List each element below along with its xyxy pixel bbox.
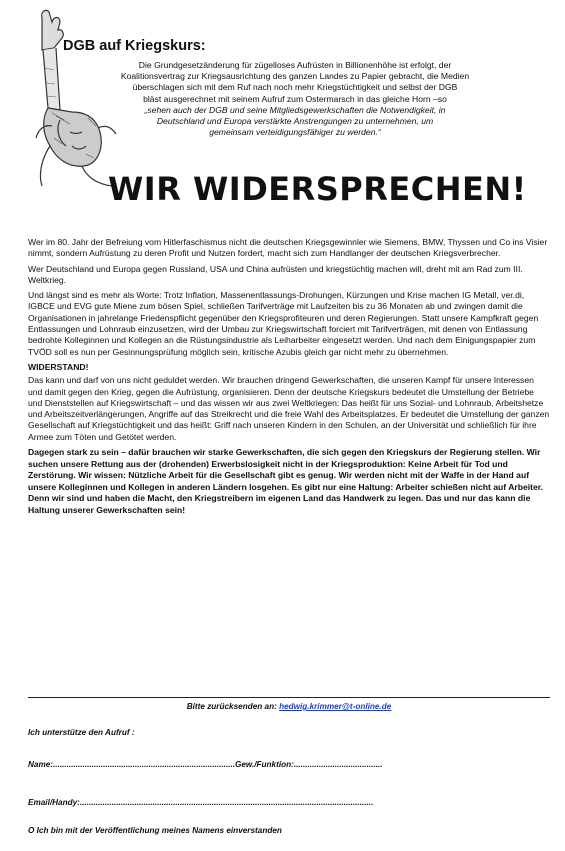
intro-paragraph xyxy=(60,60,530,138)
headline-banner: WIR WIDERSPRECHEN! xyxy=(108,170,527,208)
email-link[interactable]: hedwig.krimmer@t-online.de xyxy=(279,702,392,711)
quote-line: Deutschland und Europa verstärkte Anstrengungen zu unternehmen, um xyxy=(156,116,434,127)
paragraph: Und längst sind es mehr als Worte: Trotz Inflation, Massenentlassungs-Drohungen, Kürzungen und Krise machen IG Metall, ver.di, IGBCE und EVG gute Miene zum bösen Spiel, schließen Tarifverträge mit Laufzeiten bis zu 36 Monaten ab und zwingen damit die Organisationen in jahrelange Friedenspflicht gegenüber den Kriegsprofiteuren und deren Regierungen. Statt unsere Kampfkraft gegen Entlassungen und Lohnraub einzusetzen, wird der Umbau zur Kriegswirtschaft forciert mit Tarifverträgen, mit denen von Entlassung bedrohte Kolleginnen und Kollegen an die Rüstungsindustrie als Leiharbeiter eingesetzt werden. Und nach dem Einigungspapier zum TVÖD soll es nun per Gesinnungsprüfung möglich sein, kritische Azubis gleich gar nicht mehr zu übernehmen. xyxy=(28,290,539,357)
intro-line: Koalitionsvertrag zur Kriegsausrichtung des ganzen Landes zu Papier gebracht, die Medien xyxy=(120,71,470,82)
return-label: Bitte zurücksenden an: xyxy=(186,702,280,711)
signup-form xyxy=(28,700,550,835)
divider xyxy=(28,697,550,698)
return-instruction xyxy=(28,702,550,711)
quote-line: gemeinsam verteidigungsfähiger zu werden.“ xyxy=(209,127,381,138)
intro-line: Die Grundgesetzänderung für zügelloses Aufrüsten in Billionenhöhe ist erfolgt, der xyxy=(138,60,452,70)
paragraph: Wer im 80. Jahr der Befreiung vom Hitlerfaschismus nicht die deutschen Kriegsgewinnler wie Siemens, BMW, Thyssen und Co ins Visier nimmt, sondern Aufrüstung zu deren Profit und Nutzen fordert, macht sich zum Handlanger der deutschen Kriegsverbrecher. xyxy=(28,237,548,259)
intro-line: bläst ausgerechnet mit seinem Aufruf zum Ostermarsch in das gleiche Horn –so xyxy=(143,93,447,104)
name-field[interactable]: Name:................................................................................Gew./Funktion:....................................... xyxy=(28,760,383,769)
email-field[interactable]: Email/Handy:................................................................................................................................. xyxy=(28,798,374,807)
bold-paragraph: Dagegen stark zu sein – dafür brauchen wir starke Gewerkschaften, die sich gegen den Kriegskurs der Regierung stellen. Wir suchen unsere Rettung aus der (drohenden) Erwerbslosigkeit nicht in der Kriegsproduktion: Keine Arbeit für Tod und Zerstörung. Wir wissen: Nützliche Arbeit für die Gesellschaft gibt es genug. Wir werden nicht mit der Waffe in der Hand auf unsere Kolleginnen und Kollegen in anderen Ländern losgehen. Es gibt nur eine Haltung: Arbeiter schießen nicht auf Arbeiter. Denn wir sind und haben die Macht, den Kriegstreibern im eigenen Land das Handwerk zu legen. Das und nur das kann die Haltung unserer Gewerkschaften sein! xyxy=(28,447,544,516)
paragraph: Das kann und darf von uns nicht geduldet werden. Wir brauchen dringend Gewerkschaften, die unseren Kampf für unsere Interessen und damit gegen den Krieg, gegen die Aufrüstung, organisieren. Denn der deutsche Kriegskurs bedeutet die Umstellung der Betriebe und Dienststellen auf Kriegswirtschaft – und das wissen wir aus zwei Weltkriegen: Das heißt für uns Sozial- und Lohnraub, Arbeitshetze und Arbeitszeitverlängerungen, Angriffe auf das Streikrecht und die freie Wahl des Arbeitsplatzes. Er bedeutet die Umstellung der ganzen Gesellschaft auf Kriegstüchtigkeit und das heißt: Griff nach unseren Kindern in den Schulen, an der Universität und schließlich für ihre Armee zum Töten und Getötet werden. xyxy=(28,375,550,442)
intro-line: überschlagen sich mit dem Ruf nach noch mehr Kriegstüchtigkeit und selbst der DGB xyxy=(132,82,458,93)
support-label: Ich unterstütze den Aufruf : xyxy=(28,728,135,737)
quote-line: „sehen auch der DGB und seine Mitgliedsgewerkschaften die Notwendigkeit, in xyxy=(144,104,446,115)
paragraph: Wer Deutschland und Europa gegen Russland, USA und China aufrüsten und kriegstüchtig machen will, dreht mit am Rad zum III. Weltkrieg. xyxy=(28,263,523,285)
page-title: DGB auf Kriegskurs: xyxy=(63,38,206,54)
consent-checkbox[interactable]: O Ich bin mit der Veröffentlichung meines Namens einverstanden xyxy=(28,826,282,835)
article-body xyxy=(28,237,550,521)
section-heading: WIDERSTAND! xyxy=(28,361,89,372)
